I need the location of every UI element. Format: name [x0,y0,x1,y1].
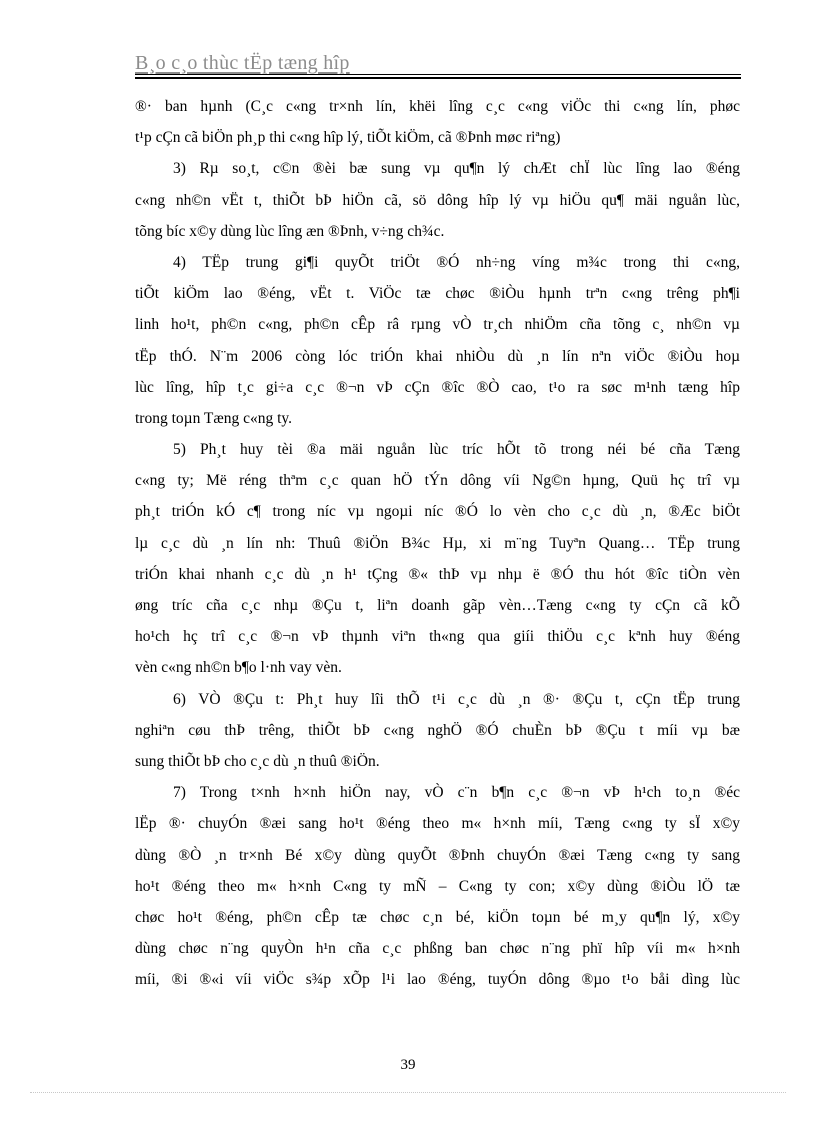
text-line: t¹p cÇn cã biÖn ph¸p thi c«ng hîp lý, tiÕt kiÖm, cã ®Þnh møc riªng) [135,129,561,147]
report-title: B¸o c¸o thùc tËp tæng hîp [135,52,350,74]
text-line: lùc lîng, hîp t¸c gi÷a c¸c ®¬n vÞ cÇn ®îc ®Ò cao, t¹o ra søc m¹nh tæng hîp [135,378,740,396]
header-rule-thick [135,77,741,79]
text-line: tiÕt kiÖm lao ®éng, vËt t. ViÖc tæ chøc ®iÒu hµnh trªn c«ng trêng ph¶i [135,285,740,303]
text-line: ho¹t ®éng theo m« h×nh C«ng ty mÑ – C«ng ty con; x©y dùng ®iÒu lÖ tæ [135,877,740,895]
header-rule-thin [135,74,741,75]
text-line: míi, ®i ®«i víi viÖc s¾p xÕp l¹i lao ®éng, tuyÓn dông ®µo t¹o båi dìng lùc [135,971,740,989]
paragraph-start-line: 6) VÒ ®Çu t: Ph¸t huy lîi thÕ t¹i c¸c dù ¸n ®· ®Çu t, cÇn tËp trung [173,690,740,708]
body-text [135,91,740,995]
text-line: sung thiÕt bÞ cho c¸c dù ¸n thuû ®iÖn. [135,752,380,770]
text-line: tõng bíc x©y dùng lùc lîng æn ®Þnh, v÷ng ch¾c. [135,222,445,240]
text-line: øng tríc cña c¸c nhµ ®Çu t, liªn doanh gãp vèn…Tæng c«ng ty cÇn cã kÕ [135,597,740,614]
text-line: c«ng nh©n vËt t, thiÕt bÞ hiÖn cã, sö dông hîp lý vµ hiÖu qu¶ mäi nguån lùc, [135,191,740,209]
text-line: trong toµn Tæng c«ng ty. [135,409,293,427]
paragraph-start-line: 4) TËp trung gi¶i quyÕt triÖt ®Ó nh÷ng víng m¾c trong thi c«ng, [173,253,740,271]
text-line: tËp thÓ. N¨m 2006 còng lóc triÓn khai nhiÒu dù ¸n lín nªn viÖc ®iÒu hoµ [135,347,740,365]
text-line: dùng ®Ò ¸n tr×nh Bé x©y dùng quyÕt ®Þnh chuyÓn ®æi Tæng c«ng ty sang [135,846,740,864]
text-line: ho¹ch hç trî c¸c ®¬n vÞ thµnh viªn th«ng qua giíi thiÖu c¸c kªnh huy ®éng [135,628,740,646]
paragraph-start-line: 7) Trong t×nh h×nh hiÖn nay, vÒ c¨n b¶n c¸c ®¬n vÞ h¹ch to¸n ®éc [173,784,740,802]
text-line: linh ho¹t, ph©n c«ng, ph©n cÊp râ rµng vÒ tr¸ch nhiÖm cña tõng c¸ nh©n vµ [135,316,740,334]
text-line: dùng chøc n¨ng quyÒn h¹n cña c¸c phßng ban chøc n¨ng phï hîp víi m« h×nh [135,940,740,958]
text-line: ®· ban hµnh (C¸c c«ng tr×nh lín, khëi lîng c¸c c«ng viÖc thi c«ng lín, phøc [135,98,740,115]
text-line: triÓn khai nhanh c¸c dù ¸n h¹ tÇng ®« thÞ vµ nhµ ë ®Ó thu hót ®îc tiÒn vèn [135,565,740,583]
text-line: c«ng ty; Më réng thªm c¸c quan hÖ tÝn dông víi Ng©n hµng, Quü hç trî vµ [135,472,740,490]
text-line: vèn c«ng nh©n b¶o l·nh vay vèn. [135,659,342,677]
paragraph-start-line: 5) Ph¸t huy tèi ®a mäi nguån lùc tríc hÕt tõ trong néi bé cña Tæng [173,441,740,459]
page-header [135,52,741,78]
page-bottom-border [30,1092,786,1093]
text-line: lµ c¸c dù ¸n lín nh: Thuû ®iÖn B¾c Hµ, xi m¨ng Tuyªn Quang… TËp trung [135,534,740,552]
text-line: ph¸t triÓn kÓ c¶ trong níc vµ ngoµi níc ®Ó lo vèn cho c¸c dù ¸n, ®Æc biÖt [135,503,740,521]
page-number: 39 [400,1057,416,1073]
text-line: lËp ®· chuyÓn ®æi sang ho¹t ®éng theo m« h×nh míi, Tæng c«ng ty sÏ x©y [135,815,740,833]
text-line: nghiªn cøu thÞ trêng, thiÕt bÞ c«ng nghÖ ®Ó chuÈn bÞ ®Çu t míi vµ bæ [135,721,740,739]
text-line: chøc ho¹t ®éng, ph©n cÊp tæ chøc c¸n bé, kiÖn toµn bé m¸y qu¶n lý, x©y [135,908,740,926]
paragraph-start-line: 3) Rµ so¸t, c©n ®èi bæ sung vµ qu¶n lý chÆt chÏ lùc lîng lao ®éng [173,160,740,178]
